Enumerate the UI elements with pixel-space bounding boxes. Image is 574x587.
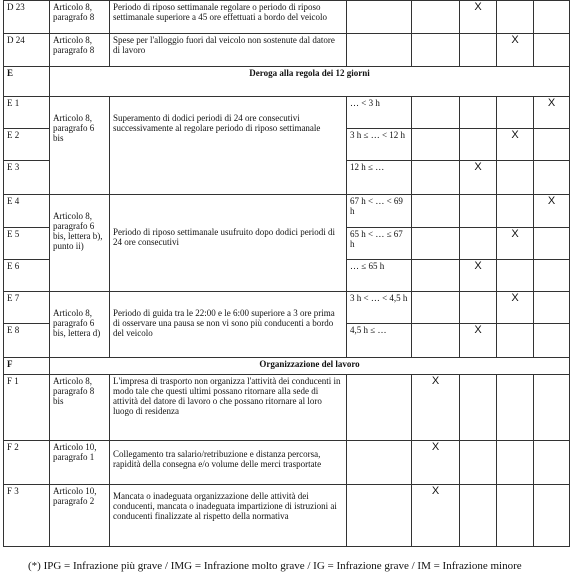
row-threshold	[347, 375, 412, 441]
row-description: Periodo di riposo settimanale regolare o periodo di riposo settimanale superiore a 45 ore effettuati a bordo del veicolo	[110, 1, 347, 34]
row-code: E 1	[4, 97, 50, 129]
table-row	[4, 1, 570, 34]
row-code: D 24	[4, 34, 50, 67]
row-article: Articolo 8, paragrafo 6 bis, lettera b), punto ii)	[50, 195, 110, 292]
row-description: Superamento di dodici periodi di 24 ore consecutivi successivamente al regolare periodo di riposo settimanale	[110, 97, 347, 195]
section-code: E	[4, 67, 50, 97]
row-code: E 5	[4, 228, 50, 260]
row-description: Periodo di guida tra le 22:00 e le 6:00 superiore a 3 ore prima di osservare una pausa se non vi sono più conducenti a bordo del veicolo	[110, 292, 347, 358]
mark-ig	[497, 441, 534, 485]
mark-ipg	[412, 129, 460, 161]
row-threshold	[347, 1, 412, 34]
mark-im	[534, 228, 570, 260]
row-code: F 3	[4, 485, 50, 547]
row-threshold: 67 h < … < 69 h	[347, 195, 412, 228]
row-threshold: … ≤ 65 h	[347, 260, 412, 292]
row-threshold: 4,5 h ≤ …	[347, 324, 412, 358]
mark-ipg: X	[412, 441, 460, 485]
mark-im	[534, 260, 570, 292]
row-threshold: … < 3 h	[347, 97, 412, 129]
row-threshold: 65 h < … ≤ 67 h	[347, 228, 412, 260]
mark-im	[534, 324, 570, 358]
mark-img	[460, 485, 497, 547]
row-article: Articolo 8, paragrafo 8	[50, 34, 110, 67]
footnote: (*) IPG = Infrazione più grave / IMG = Infrazione molto grave / IG = Infrazione grave / IM = Infrazione minore	[28, 560, 522, 572]
table-row	[4, 485, 570, 547]
mark-img	[460, 34, 497, 67]
mark-img	[460, 195, 497, 228]
row-description: Periodo di riposo settimanale usufruito dopo dodici periodi di 24 ore consecutivi	[110, 195, 347, 292]
mark-im	[534, 129, 570, 161]
row-threshold: 3 h ≤ … < 12 h	[347, 129, 412, 161]
row-code: F 1	[4, 375, 50, 441]
mark-img: X	[460, 324, 497, 358]
mark-im	[534, 34, 570, 67]
row-code: E 7	[4, 292, 50, 324]
row-code: E 3	[4, 161, 50, 195]
table-row	[4, 34, 570, 67]
mark-im: X	[534, 195, 570, 228]
mark-ig: X	[497, 34, 534, 67]
mark-im	[534, 1, 570, 34]
mark-ipg	[412, 34, 460, 67]
mark-im	[534, 375, 570, 441]
table-row	[4, 195, 570, 228]
row-threshold	[347, 34, 412, 67]
mark-ipg	[412, 292, 460, 324]
section-header-row	[4, 67, 570, 97]
row-description: Collegamento tra salario/retribuzione e distanza percorsa, rapidità della consegna e/o volume delle merci trasportate	[110, 441, 347, 485]
mark-ipg	[412, 161, 460, 195]
mark-ipg: X	[412, 375, 460, 441]
mark-im	[534, 292, 570, 324]
section-title: Organizzazione del lavoro	[50, 358, 570, 375]
mark-ig: X	[497, 228, 534, 260]
table-row	[4, 97, 570, 129]
mark-ipg	[412, 324, 460, 358]
infractions-table	[3, 0, 570, 547]
mark-ipg	[412, 260, 460, 292]
table-row	[4, 292, 570, 324]
row-article: Articolo 8, paragrafo 8 bis	[50, 375, 110, 441]
mark-ipg	[412, 97, 460, 129]
row-code: D 23	[4, 1, 50, 34]
table-row	[4, 441, 570, 485]
mark-ig	[497, 97, 534, 129]
mark-im	[534, 441, 570, 485]
row-description: L'impresa di trasporto non organizza l'attività dei conducenti in modo tale che questi ultimi possano ritornare alla sede di attività del datore di lavoro o che possano ritornare al loro luogo di residenza	[110, 375, 347, 441]
mark-img: X	[460, 161, 497, 195]
mark-img	[460, 97, 497, 129]
mark-ipg	[412, 195, 460, 228]
mark-img	[460, 375, 497, 441]
mark-img	[460, 292, 497, 324]
row-threshold: 3 h < … < 4,5 h	[347, 292, 412, 324]
row-code: E 4	[4, 195, 50, 228]
row-code: E 2	[4, 129, 50, 161]
row-article: Articolo 8, paragrafo 6 bis	[50, 97, 110, 195]
mark-img	[460, 441, 497, 485]
row-threshold	[347, 485, 412, 547]
mark-im	[534, 161, 570, 195]
mark-ig	[497, 375, 534, 441]
row-code: E 8	[4, 324, 50, 358]
mark-ipg	[412, 1, 460, 34]
mark-img: X	[460, 1, 497, 34]
row-threshold: 12 h ≤ …	[347, 161, 412, 195]
row-threshold	[347, 441, 412, 485]
mark-img	[460, 129, 497, 161]
mark-ipg: X	[412, 485, 460, 547]
row-article: Articolo 10, paragrafo 2	[50, 485, 110, 547]
mark-ig	[497, 324, 534, 358]
section-header-row	[4, 358, 570, 375]
row-article: Articolo 10, paragrafo 1	[50, 441, 110, 485]
mark-ig: X	[497, 129, 534, 161]
mark-ig	[497, 1, 534, 34]
mark-im	[534, 485, 570, 547]
mark-im: X	[534, 97, 570, 129]
mark-ig	[497, 195, 534, 228]
mark-ig	[497, 485, 534, 547]
row-description: Spese per l'alloggio fuori dal veicolo non sostenute dal datore di lavoro	[110, 34, 347, 67]
mark-img: X	[460, 260, 497, 292]
row-article: Articolo 8, paragrafo 8	[50, 1, 110, 34]
row-article: Articolo 8, paragrafo 6 bis, lettera d)	[50, 292, 110, 358]
mark-ig	[497, 260, 534, 292]
row-code: F 2	[4, 441, 50, 485]
row-description: Mancata o inadeguata organizzazione delle attività dei conducenti, mancata o inadeguata impartizione di istruzioni ai conducenti finalizzate al rispetto della normativa	[110, 485, 347, 547]
section-code: F	[4, 358, 50, 375]
mark-ig	[497, 161, 534, 195]
section-title: Deroga alla regola dei 12 giorni	[50, 67, 570, 97]
table-row	[4, 375, 570, 441]
mark-img	[460, 228, 497, 260]
row-code: E 6	[4, 260, 50, 292]
mark-ig: X	[497, 292, 534, 324]
mark-ipg	[412, 228, 460, 260]
